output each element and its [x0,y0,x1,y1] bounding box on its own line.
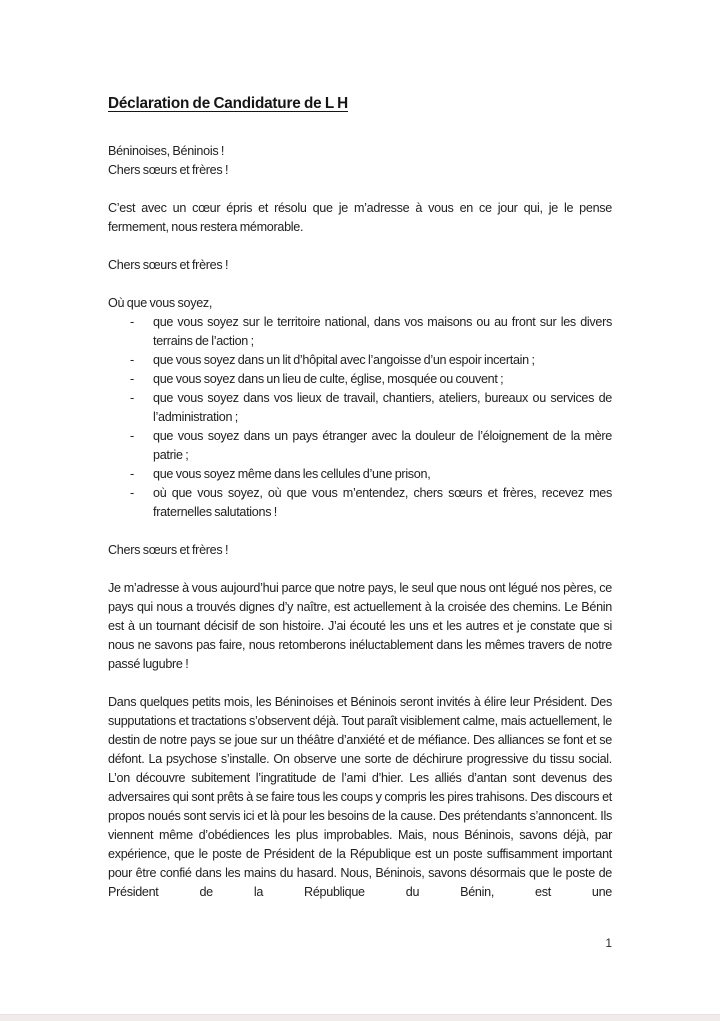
bullet-dash: - [130,486,134,500]
list-item [108,484,612,522]
page-number: 1 [605,936,612,950]
bullet-dash: - [130,353,134,367]
bullet-dash: - [130,391,134,405]
where-you-are-section [108,294,612,522]
bullet-dash: - [130,372,134,386]
salutation-line: Béninoises, Béninois ! [108,144,225,158]
list-item [108,427,612,465]
document-title: Déclaration de Candidature de L H [108,95,349,112]
list-item [108,389,612,427]
salutation-line: Chers sœurs et frères ! [108,258,229,272]
bullet-dash: - [130,429,134,443]
list-item-text: que vous soyez dans vos lieux de travail, chantiers, ateliers, bureaux ou services de l’administration ; [153,391,612,424]
list-item-text: que vous soyez dans un lieu de culte, église, mosquée ou couvent ; [153,372,504,386]
salutation-block [108,142,612,180]
paragraph-election: Dans quelques petits mois, les Béninoises et Béninois seront invités à élire leur Président. Des supputations et tractations s’observent déjà. Tout paraît visiblement calme, mais actuellement, le destin de notre pays se joue sur un théâtre d’anxiété et de méfiance. Des alliances se font et se défont. La psychose s’installe. On observe une sorte de déchirure progressive du tissu social. L’on découvre subitement l’ingratitude de l’ami d’hier. Les alliés d’antan sont devenus des adversaires qui sont prêts à se faire tous les coups y compris les pires trahisons. Des discours et propos noués sont servis ici et là pour les besoins de la cause. Des prétendants s’annoncent. Ils viennent même d’obédiences les plus improbables. Mais, nous Béninois, savons déjà, par expérience, que le poste de Président de la République est un poste suffisamment important pour être confié dans les mains du hasard. Nous, Béninois, savons désormais que le poste de Président de la République du Bénin, est une [108,695,612,899]
paragraph-intro: C’est avec un cœur épris et résolu que je m’adresse à vous en ce jour qui, je le pense fermement, nous restera mémorable. [108,201,612,234]
salutation-line: Chers sœurs et frères ! [108,543,229,557]
bullet-dash: - [130,315,134,329]
paragraph-crossroads: Je m’adresse à vous aujourd’hui parce que notre pays, le seul que nous ont légué nos pères, ce pays qui nous a trouvés dignes d’y naître, est actuellement à la croisée des chemins. Le Bénin est à un tournant décisif de son histoire. J’ai écouté les uns et les autres et je constate que si nous ne savons pas faire, nous retomberons inéluctablement dans les mêmes travers de notre passé lugubre ! [108,581,612,671]
list-lead-line: Où que vous soyez, [108,296,213,310]
list-item-text: que vous soyez dans un pays étranger avec la douleur de l’éloignement de la mère patrie ; [153,429,612,462]
bullet-dash: - [130,467,134,481]
bullet-list [108,313,612,522]
list-item [108,351,612,370]
list-item-text: que vous soyez dans un lit d’hôpital avec l’angoisse d’un espoir incertain ; [153,353,535,367]
list-item [108,465,612,484]
list-item-text: où que vous soyez, où que vous m’entendez, chers sœurs et frères, recevez mes fraternelles salutations ! [153,486,612,519]
salutation-line: Chers sœurs et frères ! [108,163,229,177]
page-edge-strip [0,1014,720,1021]
list-item-text: que vous soyez sur le territoire national, dans vos maisons ou au front sur les divers terrains de l’action ; [153,315,612,348]
list-item [108,313,612,351]
list-item [108,370,612,389]
document-body [108,0,612,902]
list-item-text: que vous soyez même dans les cellules d’une prison, [153,467,431,481]
